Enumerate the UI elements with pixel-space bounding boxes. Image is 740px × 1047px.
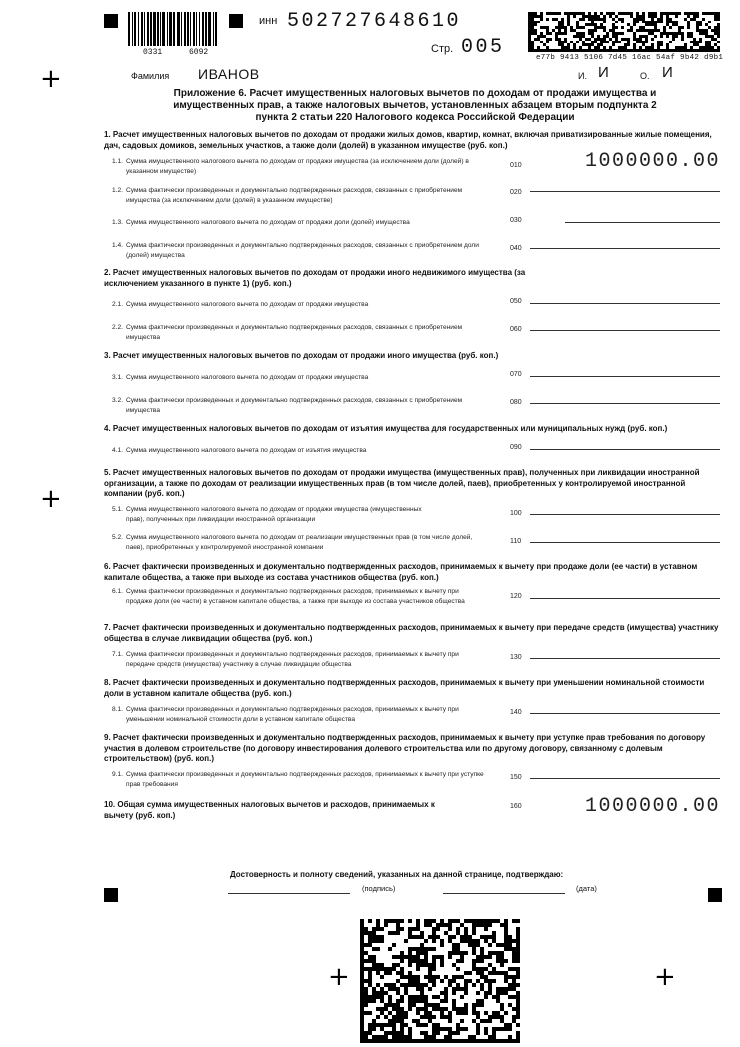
row-num: 3.1. — [112, 374, 123, 381]
bottom-2d-barcode — [360, 919, 520, 1043]
inn-label: инн — [259, 15, 278, 27]
row-num: 7.1. — [112, 651, 123, 658]
row-num: 2.2. — [112, 324, 123, 331]
row-num: 1.2. — [112, 187, 123, 194]
crosshair-top-left-icon: + — [40, 64, 62, 94]
row-input-line[interactable] — [565, 222, 720, 223]
row-value[interactable]: 1000000.00 — [584, 150, 720, 173]
inn-value: 502727648610 — [287, 10, 462, 33]
crosshair-middle-left-icon: + — [40, 484, 62, 514]
row-num: 9.1. — [112, 771, 123, 778]
row-code: 140 — [510, 709, 522, 716]
barcode-code-left: 0331 — [143, 48, 163, 57]
row-label: Сумма имущественного налогового вычета по доходам от изъятия имущества — [126, 447, 367, 454]
row-label: Сумма фактически произведенных и документально подтвержденных расходов, принимаемых к вычету при уменьшении номинальной стоимости доли в уставном капитале общества — [126, 706, 459, 723]
crosshair-bottom-right-icon: + — [654, 962, 676, 992]
section-title-4: 4. Расчет имущественных налоговых вычетов по доходам от изъятия имущества для государственных или муниципальных нужд (руб. коп.) — [104, 424, 668, 433]
row-input-line[interactable] — [530, 376, 720, 377]
row-code: 020 — [510, 189, 522, 196]
row-code: 150 — [510, 774, 522, 781]
row-input-line[interactable] — [530, 713, 720, 714]
section-title-9: 9. Расчет фактически произведенных и документально подтвержденных расходов, принимаемых к вычету при уступке прав требования по договору участия в долевом строительстве (по договору инвестирования долевого строительства или по другому договору, связанному с долевым строительством) (руб. коп.) — [104, 733, 706, 763]
corner-marker-top-mid — [229, 14, 243, 28]
patronymic-value: И — [662, 64, 673, 81]
row-input-line[interactable] — [530, 330, 720, 331]
total-code: 160 — [510, 803, 522, 810]
row-code: 120 — [510, 593, 522, 600]
page-title: Приложение 6. Расчет имущественных налоговых вычетов по доходам от продажи имущества и имущественных прав, а также налоговых вычетов, установленных абзацем вторым подпункта 2 пункта 2 статьи 220 Налогового кодекса Российской Федерации — [173, 88, 657, 123]
row-code: 040 — [510, 245, 522, 252]
row-num: 5.2. — [112, 534, 123, 541]
signature-line[interactable] — [228, 893, 350, 894]
section-title-2: 2. Расчет имущественных налоговых вычетов по доходам от продажи иного недвижимого имущества (за исключением указанного в пункте 1) (руб. коп.) — [104, 268, 526, 288]
row-num: 1.3. — [112, 219, 123, 226]
row-label: Сумма фактически произведенных и документально подтвержденных расходов, принимаемых к вычету при передаче средств (имущества) участнику в случае ликвидации общества — [126, 651, 459, 668]
row-num: 2.1. — [112, 301, 123, 308]
corner-marker-top-left — [104, 14, 118, 28]
section-title-6: 6. Расчет фактически произведенных и документально подтвержденных расходов, принимаемых к вычету при продаже доли (ее части) в уставном капитале общества, а также при выходе из состава участников общества (руб. коп.) — [104, 562, 698, 582]
section-title-5: 5. Расчет имущественных налоговых вычетов по доходам от продажи имущества (имущественных прав), полученных при ликвидации иностранной организации, а также по доходам от реализации имущественных прав (в том числе долей, паев), приобретенных у контролируемой иностранной компании (руб. коп.) — [104, 468, 700, 498]
row-label: Сумма имущественного налогового вычета по доходам от продажи имущества — [126, 301, 369, 308]
section-title-8: 8. Расчет фактически произведенных и документально подтвержденных расходов, принимаемых к вычету при уменьшении номинальной стоимости доли в уставном капитале общества (руб. коп.) — [104, 678, 705, 698]
row-input-line[interactable] — [530, 598, 720, 599]
linear-barcode — [128, 12, 220, 46]
row-input-line[interactable] — [530, 449, 720, 450]
row-code: 100 — [510, 510, 522, 517]
row-label: Сумма имущественного налогового вычета по доходам от продажи имущества (за исключением доли (долей) в указанном имуществе) — [126, 158, 469, 175]
section-title-7: 7. Расчет фактически произведенных и документально подтвержденных расходов, принимаемых к вычету при передаче средств (имущества) участнику общества в случае ликвидации общества (руб. коп.) — [104, 623, 719, 643]
surname-value: ИВАНОВ — [198, 66, 260, 82]
row-label: Сумма имущественного налогового вычета по доходам от продажи доли (долей) имущества — [126, 219, 410, 226]
row-input-line[interactable] — [530, 658, 720, 659]
row-num: 5.1. — [112, 506, 123, 513]
total-label: 10. Общая сумма имущественных налоговых вычетов и расходов, принимаемых к вычету (руб. коп.) — [104, 800, 435, 820]
row-label: Сумма фактически произведенных и документально подтвержденных расходов, связанных с приобретением имущества (за исключением доли (долей) в указанном имуществе) — [126, 187, 463, 204]
row-input-line[interactable] — [530, 191, 720, 192]
barcode-code-right: 6092 — [189, 48, 209, 57]
date-line[interactable] — [443, 893, 565, 894]
row-input-line[interactable] — [530, 514, 720, 515]
row-label: Сумма имущественного налогового вычета по доходам от продажи имущества — [126, 374, 369, 381]
corner-marker-bottom-left — [104, 888, 118, 902]
patronymic-label: О. — [640, 71, 650, 81]
row-input-line[interactable] — [530, 248, 720, 249]
signature-label: (подпись) — [362, 884, 396, 893]
row-code: 110 — [510, 538, 522, 545]
row-code: 090 — [510, 444, 522, 451]
row-input-line[interactable] — [530, 303, 720, 304]
row-code: 010 — [510, 162, 522, 169]
row-num: 1.4. — [112, 242, 123, 249]
row-label: Сумма фактически произведенных и документально подтвержденных расходов, принимаемых к вычету при уступке прав требования — [126, 771, 484, 788]
row-input-line[interactable] — [530, 403, 720, 404]
surname-label: Фамилия — [131, 71, 170, 81]
row-label: Сумма фактически произведенных и документально подтвержденных расходов, связанных с приобретением доли (долей) имущества — [126, 242, 479, 259]
row-label: Сумма фактически произведенных и документально подтвержденных расходов, связанных с приобретением имущества — [126, 397, 463, 414]
confirm-text: Достоверность и полноту сведений, указанных на данной странице, подтверждаю: — [230, 870, 564, 879]
page-value: 005 — [461, 36, 505, 59]
corner-marker-bottom-right — [708, 888, 722, 902]
row-num: 8.1. — [112, 706, 123, 713]
row-label: Сумма фактически произведенных и документально подтвержденных расходов, принимаемых к вычету при продаже доли (ее части) в уставном капитале общества, а также при выходе из состава участников общества — [126, 588, 465, 605]
row-input-line[interactable] — [530, 778, 720, 779]
row-label: Сумма имущественного налогового вычета по доходам от продажи имущества (имущественных прав), полученных при ликвидации иностранной организации — [126, 506, 422, 523]
row-num: 4.1. — [112, 447, 123, 454]
total-value[interactable]: 1000000.00 — [584, 795, 720, 818]
row-code: 050 — [510, 298, 522, 305]
name-label: И. — [578, 71, 587, 81]
row-code: 130 — [510, 654, 522, 661]
hash-text: e77b 9413 5106 7d45 16ac 54af 9b42 d9b1 — [536, 54, 724, 62]
row-num: 3.2. — [112, 397, 123, 404]
row-code: 030 — [510, 217, 522, 224]
2d-barcode — [528, 12, 720, 52]
row-code: 060 — [510, 326, 522, 333]
row-label: Сумма фактически произведенных и документально подтвержденных расходов, связанных с приобретением имущества — [126, 324, 463, 341]
row-num: 1.1. — [112, 158, 123, 165]
row-code: 080 — [510, 399, 522, 406]
crosshair-bottom-center-icon: + — [328, 962, 350, 992]
row-num: 6.1. — [112, 588, 123, 595]
page-label: Стр. — [431, 43, 454, 55]
date-label: (дата) — [576, 884, 597, 893]
name-value: И — [598, 64, 609, 81]
section-title-1: 1. Расчет имущественных налоговых вычетов по доходам от продажи жилых домов, квартир, комнат, включая приватизированные жилые помещения, дач, садовых домиков, земельных участков, а также доли (долей) в указанном имуществе (руб. коп.) — [104, 130, 712, 150]
row-label: Сумма имущественного налогового вычета по доходам от реализации имущественных прав (в том числе долей, паев), приобретенных у контролируемой иностранной компании — [126, 534, 473, 551]
row-code: 070 — [510, 371, 522, 378]
section-title-3: 3. Расчет имущественных налоговых вычетов по доходам от продажи иного имущества (руб. коп.) — [104, 351, 499, 360]
row-input-line[interactable] — [530, 542, 720, 543]
